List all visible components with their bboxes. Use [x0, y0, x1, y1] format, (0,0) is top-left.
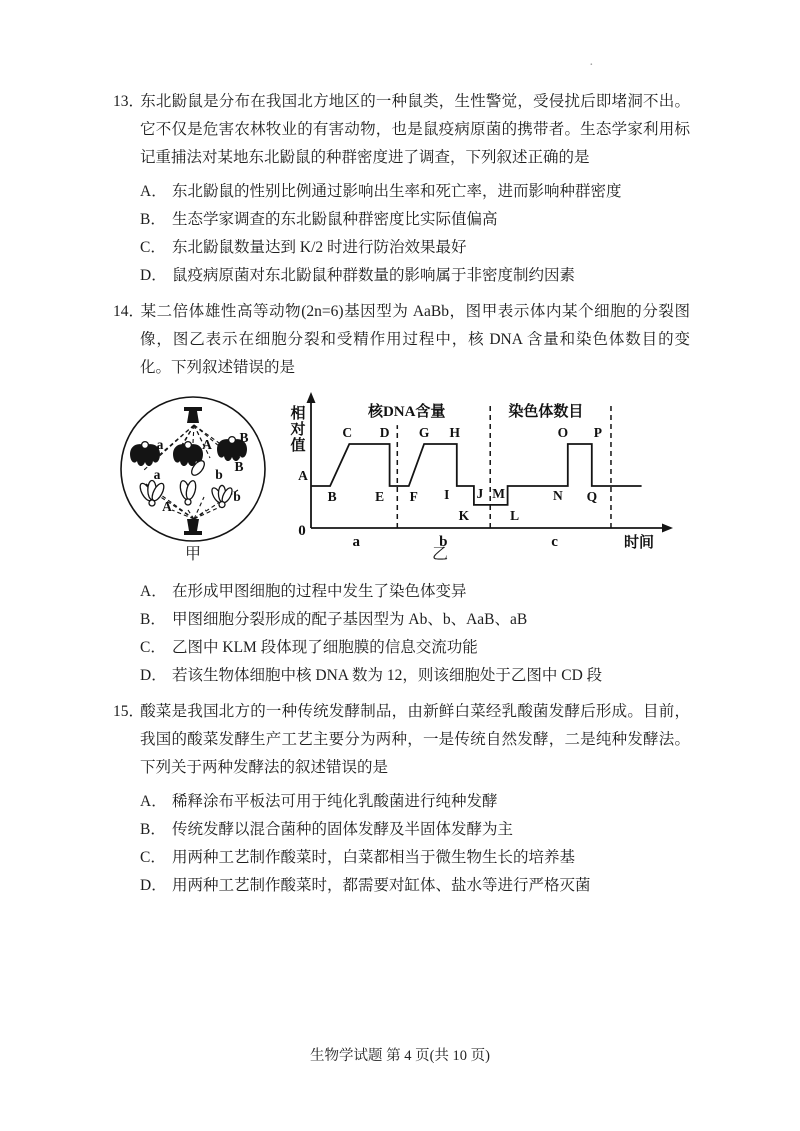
- option-15-a-label: A．: [140, 793, 167, 810]
- question-13-stem: [113, 88, 690, 172]
- question-13-number: 13．: [113, 93, 145, 110]
- option-14-a-label: A．: [140, 583, 167, 600]
- option-13-b-label: B．: [140, 211, 166, 228]
- option-14-c: [140, 634, 690, 662]
- option-15-a-text: 稀释涂布平板法可用于纯化乳酸菌进行纯种发酵: [172, 793, 498, 810]
- svg-text:A: A: [298, 468, 308, 483]
- question-15-number: 15．: [113, 703, 145, 720]
- svg-text:P: P: [593, 425, 602, 440]
- question-14-stem: [113, 298, 690, 382]
- option-13-a-label: A．: [140, 183, 167, 200]
- option-14-d: [140, 662, 690, 690]
- svg-text:0: 0: [298, 523, 306, 539]
- svg-text:B: B: [239, 430, 249, 445]
- svg-text:Q: Q: [586, 489, 598, 504]
- svg-text:H: H: [449, 425, 461, 440]
- svg-text:a: a: [153, 467, 161, 482]
- cell-diagram-caption: 甲: [185, 546, 202, 563]
- option-15-d: [140, 872, 690, 900]
- question-14: [113, 298, 690, 690]
- question-14-options: [140, 578, 690, 690]
- question-15-stem: [113, 698, 690, 782]
- svg-text:A: A: [202, 437, 212, 452]
- option-13-b: [140, 206, 690, 234]
- question-15-options: [140, 788, 690, 900]
- option-13-c-label: C．: [140, 239, 166, 256]
- svg-text:b: b: [439, 534, 448, 550]
- question-13-stem-text: 东北鼢鼠是分布在我国北方地区的一种鼠类，生性警觉，受侵扰后即堵洞不出。它不仅是危害农林牧业的有害动物，也是鼠疫病原菌的携带者。生态学家利用标记重捕法对某地东北鼢鼠的种群密度进了调查，下列叙述正确的是: [140, 93, 690, 166]
- svg-text:相: 相: [290, 406, 306, 422]
- page-content: [113, 88, 690, 908]
- option-15-d-label: D．: [140, 877, 167, 894]
- svg-text:染色体数目: 染色体数目: [508, 404, 584, 420]
- option-14-b-label: B．: [140, 611, 166, 628]
- option-15-d-text: 用两种工艺制作酸菜时，都需要对缸体、盐水等进行严格灭菌: [172, 877, 591, 894]
- option-15-b: [140, 816, 690, 844]
- option-14-b-text: 甲图细胞分裂形成的配子基因型为 Ab、b、AaB、aB: [172, 611, 528, 628]
- option-13-a: [140, 178, 690, 206]
- question-15-stem-text: 酸菜是我国北方的一种传统发酵制品，由新鲜白菜经乳酸菌发酵后形成。目前，我国的酸菜发酵生产工艺主要分为两种，一是传统自然发酵，二是纯种发酵法。下列关于两种发酵法的叙述错误的是: [140, 703, 690, 776]
- option-13-c: [140, 234, 690, 262]
- page-footer: 生物学试题 第 4 页(共 10 页): [309, 1048, 491, 1064]
- option-15-b-text: 传统发酵以混合菌种的固体发酵及半固体发酵为主: [172, 821, 514, 838]
- question-14-stem-text: 某二倍体雄性高等动物(2n=6)基因型为 AaBb，图甲表示体内某个细胞的分裂图像，图乙表示在细胞分裂和受精作用过程中，核 DNA 含量和染色体数目的变化。下列叙述错误的是: [140, 303, 690, 376]
- question-14-number: 14．: [113, 303, 145, 320]
- option-13-d: [140, 262, 690, 290]
- svg-text:b: b: [233, 489, 241, 504]
- svg-text:A: A: [162, 499, 172, 514]
- option-14-b: [140, 606, 690, 634]
- option-15-a: [140, 788, 690, 816]
- svg-text:核DNA含量: 核DNA含量: [367, 404, 446, 420]
- svg-text:J: J: [476, 486, 484, 501]
- svg-text:N: N: [552, 488, 563, 503]
- svg-text:B: B: [234, 459, 244, 474]
- svg-text:D: D: [379, 425, 390, 440]
- cell-division-diagram: [118, 392, 268, 552]
- svg-text:值: 值: [290, 438, 306, 454]
- option-15-c-text: 用两种工艺制作酸菜时，白菜都相当于微生物生长的培养基: [172, 849, 576, 866]
- option-14-d-label: D．: [140, 667, 167, 684]
- svg-text:O: O: [557, 425, 569, 440]
- option-15-b-label: B．: [140, 821, 166, 838]
- stray-mark: ·: [589, 58, 594, 73]
- svg-text:F: F: [409, 489, 418, 504]
- question-14-figure: [113, 386, 690, 570]
- svg-text:C: C: [342, 425, 353, 440]
- option-13-b-text: 生态学家调查的东北鼢鼠种群密度比实际值偏高: [172, 211, 498, 228]
- svg-text:a: a: [352, 534, 360, 550]
- svg-text:I: I: [444, 487, 450, 502]
- svg-text:b: b: [215, 467, 223, 482]
- svg-text:M: M: [492, 486, 505, 501]
- svg-text:K: K: [458, 507, 470, 523]
- option-14-c-text: 乙图中 KLM 段体现了细胞膜的信息交流功能: [172, 639, 478, 656]
- option-13-c-text: 东北鼢鼠数量达到 K/2 时进行防治效果最好: [172, 239, 467, 256]
- question-15: [113, 698, 690, 900]
- option-13-d-label: D．: [140, 267, 167, 284]
- option-14-a-text: 在形成甲图细胞的过程中发生了染色体变异: [172, 583, 467, 600]
- svg-text:L: L: [510, 507, 520, 523]
- option-15-c-label: C．: [140, 849, 166, 866]
- option-14-a: [140, 578, 690, 606]
- line-chart-caption: 乙: [432, 546, 449, 563]
- option-13-d-text: 鼠疫病原菌对东北鼢鼠种群数量的影响属于非密度制约因素: [172, 267, 576, 284]
- question-13: [113, 88, 690, 290]
- svg-text:对: 对: [290, 422, 306, 438]
- svg-text:c: c: [551, 534, 558, 550]
- svg-text:a: a: [156, 437, 164, 452]
- option-15-c: [140, 844, 690, 872]
- svg-text:B: B: [327, 489, 337, 504]
- option-14-c-label: C．: [140, 639, 166, 656]
- svg-text:E: E: [375, 489, 385, 504]
- question-13-options: [140, 178, 690, 290]
- svg-text:G: G: [418, 425, 430, 440]
- option-14-d-text: 若该生物体细胞中核 DNA 数为 12，则该细胞处于乙图中 CD 段: [172, 667, 603, 684]
- svg-text:时间: 时间: [623, 535, 655, 551]
- option-13-a-text: 东北鼢鼠的性别比例通过影响出生率和死亡率，进而影响种群密度: [172, 183, 622, 200]
- dna-chromosome-line-chart: [285, 386, 675, 562]
